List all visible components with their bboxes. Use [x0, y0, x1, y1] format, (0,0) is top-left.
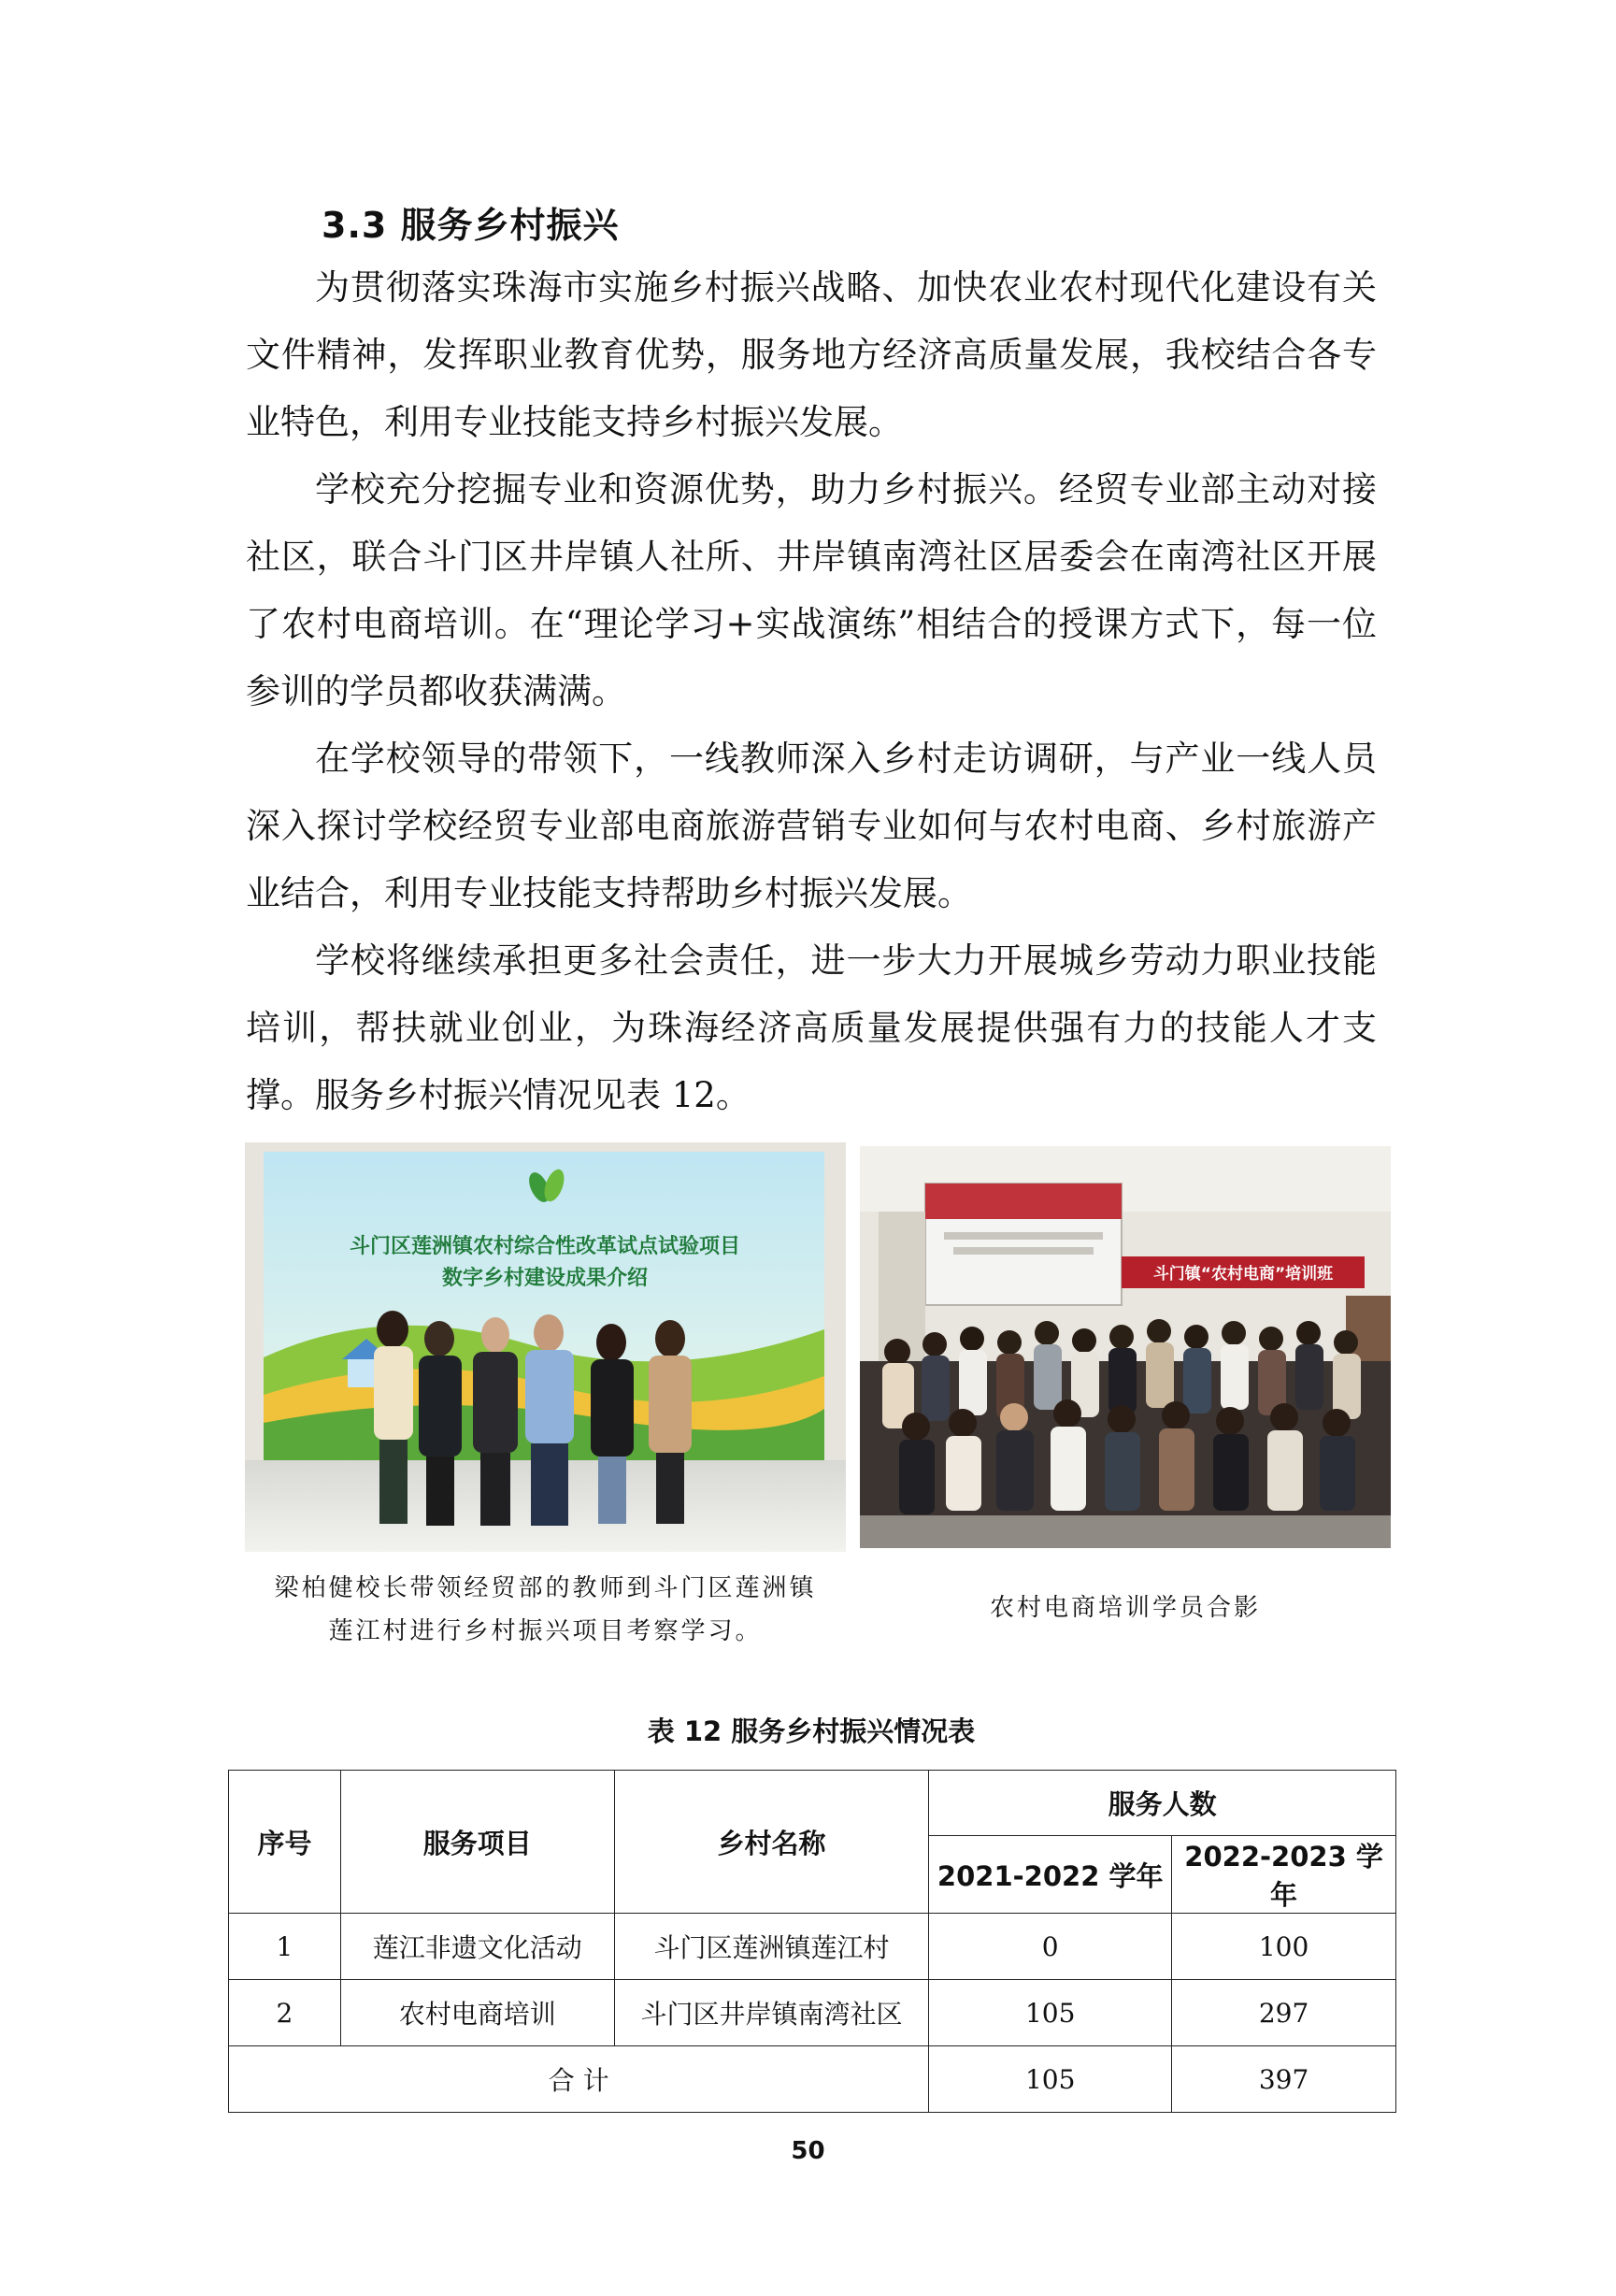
photo-village-visit [245, 1142, 846, 1552]
header-seq: 序号 [229, 1771, 341, 1914]
header-year1: 2021-2022 学年 [929, 1836, 1172, 1914]
cell-seq: 2 [229, 1980, 341, 2046]
paragraph-1: 为贯彻落实珠海市实施乡村振兴战略、加快农业农村现代化建设有关文件精神，发挥职业教育优势，服务地方经济高质量发展，我校结合各专业特色，利用专业技能支持乡村振兴发展。 [246, 267, 1377, 442]
page-number: 50 [791, 2137, 825, 2165]
header-item: 服务项目 [340, 1771, 614, 1914]
total-year1: 105 [929, 2046, 1172, 2113]
table-header-row [229, 1771, 1396, 1836]
total-year2: 397 [1172, 2046, 1396, 2113]
paragraph-2: 学校充分挖掘专业和资源优势，助力乡村振兴。经贸专业部主动对接社区，联合斗门区井岸镇人社所、井岸镇南湾社区居委会在南湾社区开展了农村电商培训。在“理论学习+实战演练”相结合的授课方式下，每一位参训的学员都收获满满。 [246, 469, 1377, 711]
table-total-row [229, 2046, 1396, 2113]
table-row [229, 1980, 1396, 2046]
header-people: 服务人数 [929, 1771, 1396, 1836]
cell-year2: 100 [1172, 1914, 1396, 1980]
caption-left [245, 1567, 846, 1653]
total-label: 合 计 [229, 2046, 929, 2113]
cell-seq: 1 [229, 1914, 341, 1980]
caption-left-line1: 梁柏健校长带领经贸部的教师到斗门区莲洲镇 [274, 1574, 817, 1602]
cell-item: 莲江非遗文化活动 [340, 1914, 614, 1980]
paragraph-3: 在学校领导的带领下，一线教师深入乡村走访调研，与产业一线人员深入探讨学校经贸专业部电商旅游营销专业如何与农村电商、乡村旅游产业结合，利用专业技能支持帮助乡村振兴发展。 [246, 739, 1377, 913]
table-row [229, 1914, 1396, 1980]
screen-title: 斗门区莲洲镇农村综合性改革试点试验项目 [349, 1235, 741, 1258]
caption-right: 农村电商培训学员合影 [989, 1594, 1261, 1622]
photo-training-group [860, 1146, 1391, 1548]
cell-year1: 0 [929, 1914, 1172, 1980]
caption-left-line2: 莲江村进行乡村振兴项目考察学习。 [328, 1617, 763, 1645]
header-village: 乡村名称 [614, 1771, 929, 1914]
cell-item: 农村电商培训 [340, 1980, 614, 2046]
cell-year1: 105 [929, 1980, 1172, 2046]
cell-village: 斗门区莲洲镇莲江村 [614, 1914, 929, 1980]
training-banner: 斗门镇“农村电商”培训班 [1152, 1265, 1334, 1284]
screen-subtitle: 数字乡村建设成果介绍 [441, 1267, 649, 1290]
header-year2: 2022-2023 学年 [1172, 1836, 1396, 1914]
paragraph-4: 学校将继续承担更多社会责任，进一步大力开展城乡劳动力职业技能培训，帮扶就业创业，为珠海经济高质量发展提供强有力的技能人才支撑。服务乡村振兴情况见表 12。 [246, 940, 1377, 1115]
cell-year2: 297 [1172, 1980, 1396, 2046]
section-heading: 3.3 服务乡村振兴 [322, 205, 620, 246]
table-title: 表 12 服务乡村振兴情况表 [647, 1715, 976, 1747]
body-text [246, 254, 1377, 1129]
cell-village: 斗门区井岸镇南湾社区 [614, 1980, 929, 2046]
service-table [228, 1770, 1396, 2113]
